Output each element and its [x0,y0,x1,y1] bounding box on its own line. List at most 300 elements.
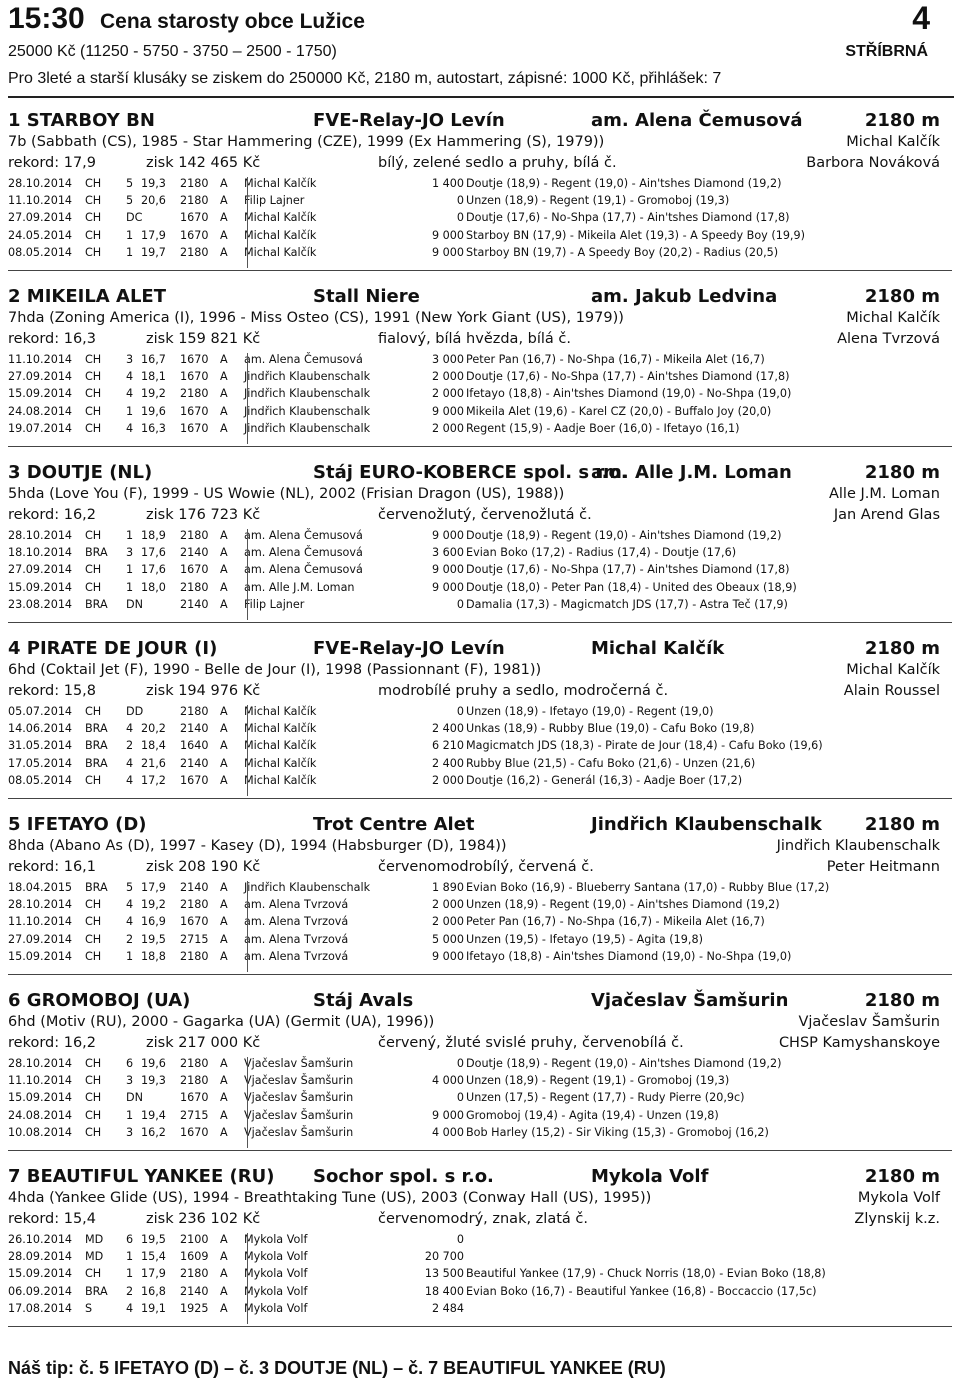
result-order: Peter Pan (16,7) - No-Shpa (16,7) - Mikeila Alet (16,7) [466,353,765,366]
result-time: 19,5 [141,932,166,946]
horse-header [8,110,952,132]
result-track: CH [85,1267,102,1281]
horse-name: 7 BEAUTIFUL YANKEE (RU) [8,1166,275,1187]
horse-driver: Jindřich Klaubenschalk [776,838,940,854]
result-order: Unzen (18,9) - Regent (19,1) - Gromoboj (19,3) [466,1074,730,1088]
result-start: A [220,228,228,242]
result-date: 31.05.2014 [8,739,73,753]
result-distance: 2180 [180,1057,209,1070]
horse-header [8,1166,952,1188]
result-place: 6 [126,1233,134,1246]
result-row [8,1233,952,1250]
result-distance: 2140 [180,1284,209,1298]
horse-driver: Alle J.M. Loman [828,486,940,502]
result-time: 19,5 [141,1233,166,1246]
result-time: 17,9 [141,1267,166,1281]
column-divider [247,1233,248,1324]
entry-divider [8,446,952,447]
result-order: Unzen (19,5) - Ifetayo (19,5) - Agita (19,8) [466,932,703,946]
result-place: 4 [126,370,134,384]
horse-entry [8,638,952,810]
result-order: Bob Harley (15,2) - Sir Viking (15,3) - Gromoboj (16,2) [466,1125,769,1139]
result-order: Doutje (18,9) - Regent (19,0) - Ain'tshes Diamond (19,2) [466,177,782,190]
result-time: 19,4 [141,1108,166,1122]
result-track: CH [85,915,102,929]
result-start: A [220,370,228,384]
result-place: DN [126,597,143,611]
horse-name: 3 DOUTJE (NL) [8,462,153,483]
result-date: 05.07.2014 [8,705,73,718]
horse-entry [8,286,952,458]
result-date: 08.05.2014 [8,773,73,787]
horse-distance: 2180 m [864,1166,940,1187]
result-driver: Vjačeslav Šamšurin [244,1091,354,1105]
result-start: A [220,881,228,894]
result-distance: 2180 [180,387,209,401]
result-place: 1 [126,529,134,542]
result-date: 19.07.2014 [8,421,73,435]
result-place: 4 [126,898,134,912]
result-start: A [220,1057,228,1070]
result-track: CH [85,932,102,946]
horse-header [8,286,952,308]
result-time: 16,3 [141,421,166,435]
result-driver: Vjačeslav Šamšurin [244,1057,354,1070]
result-row [8,1302,952,1319]
result-driver: am. Alena Čemusová [244,563,363,577]
column-divider [247,881,248,972]
result-date: 28.09.2014 [8,1250,73,1264]
result-order: Starboy BN (17,9) - Mikeila Alet (19,3) - A Speedy Boy (19,9) [466,228,805,242]
horse-trainer: Jindřich Klaubenschalk [591,814,822,835]
result-order: Damalia (17,3) - Magicmatch JDS (17,7) - Astra Teč (17,9) [466,597,788,611]
result-prize: 9 000 [431,949,464,963]
result-date: 18.10.2014 [8,546,73,560]
horse-breeder: Zlynskij k.z. [854,1211,940,1227]
result-date: 08.05.2014 [8,245,73,259]
column-divider [247,177,248,268]
result-track: CH [85,1057,102,1070]
horse-pedigree: 6hd (Coktail Jet (F), 1990 - Belle de Jour (I), 1998 (Passionnant (F), 1981)) [8,662,542,678]
result-time: 18,0 [141,580,166,594]
result-track: CH [85,773,102,787]
horse-header [8,462,952,484]
result-time: 18,4 [141,739,166,753]
result-start: A [220,1284,228,1298]
result-date: 14.06.2014 [8,722,73,736]
race-prize: 25000 Kč (11250 - 5750 - 3750 – 2500 - 1750) [8,43,337,60]
result-distance: 1670 [180,370,209,384]
result-track: CH [85,421,102,435]
result-start: A [220,1233,228,1246]
result-start: A [220,597,228,611]
column-divider [247,529,248,620]
result-date: 27.09.2014 [8,211,73,225]
result-track: CH [85,404,102,418]
result-place: 4 [126,915,134,929]
result-time: 19,2 [141,387,166,401]
horse-pedigree: 6hd (Motiv (RU), 2000 - Gagarka (UA) (Germit (UA), 1996)) [8,1014,435,1030]
result-prize: 0 [456,211,464,225]
result-place: 4 [126,773,134,787]
result-prize: 0 [456,1091,464,1105]
horse-earnings: zisk 194 976 Kč [146,683,261,699]
result-driver: Michal Kalčík [244,722,317,736]
result-distance: 2180 [180,1267,209,1281]
result-driver: Mykola Volf [244,1284,308,1298]
result-date: 11.10.2014 [8,1074,73,1088]
result-date: 06.09.2014 [8,1284,73,1298]
horse-pedigree: 8hda (Abano As (D), 1997 - Kasey (D), 1994 (Habsburger (D), 1984)) [8,838,507,854]
result-row [8,581,952,598]
result-start: A [220,563,228,577]
result-order: Starboy BN (19,7) - A Speedy Boy (20,2) - Radius (20,5) [466,245,779,259]
horse-colors: červenomodrý, znak, zlatá č. [378,1211,588,1227]
result-order: Doutje (18,9) - Regent (19,0) - Ain'tshes Diamond (19,2) [466,529,782,542]
entry-divider [8,974,952,975]
horse-pedigree: 5hda (Love You (F), 1999 - US Wowie (NL), 2002 (Frisian Dragon (US), 1988)) [8,486,565,502]
result-distance: 1670 [180,228,209,242]
result-row [8,950,952,967]
horse-earnings: zisk 217 000 Kč [146,1035,261,1051]
result-prize: 0 [456,1233,464,1246]
result-track: CH [85,228,102,242]
result-time: 17,6 [141,563,166,577]
result-prize: 4 000 [431,1125,464,1139]
result-place: 1 [126,1250,134,1264]
result-start: A [220,773,228,787]
result-prize: 2 000 [431,773,464,787]
result-driver: Jindřich Klaubenschalk [244,881,371,894]
result-distance: 2140 [180,756,209,770]
result-driver: Filip Lajner [244,597,305,611]
result-distance: 2180 [180,194,209,208]
result-time: 20,6 [141,194,166,208]
result-driver: am. Alena Tvrzová [244,949,349,963]
result-row [8,898,952,915]
result-start: A [220,898,228,912]
result-prize: 5 000 [431,932,464,946]
result-place: 3 [126,1074,134,1088]
result-start: A [220,211,228,225]
result-time: 19,6 [141,404,166,418]
result-driver: Mykola Volf [244,1233,308,1246]
result-order: Peter Pan (16,7) - No-Shpa (16,7) - Mikeila Alet (16,7) [466,915,765,929]
result-distance: 2100 [180,1233,209,1246]
result-prize: 1 890 [431,881,464,894]
result-time: 18,9 [141,529,166,542]
tip-line: Náš tip: č. 5 IFETAYO (D) – č. 3 DOUTJE (NL) – č. 7 BEAUTIFUL YANKEE (RU) [8,1358,666,1378]
result-date: 24.08.2014 [8,1108,73,1122]
result-date: 15.09.2014 [8,1267,73,1281]
result-prize: 2 400 [431,756,464,770]
result-start: A [220,1091,228,1105]
result-track: CH [85,1125,102,1139]
result-time: 16,7 [141,353,166,366]
result-start: A [220,1301,228,1315]
horse-earnings: zisk 236 102 Kč [146,1211,261,1227]
result-start: A [220,1125,228,1139]
result-order: Evian Boko (17,2) - Radius (17,4) - Doutje (17,6) [466,546,737,560]
horse-driver: Michal Kalčík [846,662,940,678]
horse-distance: 2180 m [864,462,940,483]
result-date: 28.10.2014 [8,898,73,912]
entry-divider [8,270,952,271]
result-prize: 2 484 [431,1301,464,1315]
result-track: CH [85,211,102,225]
horse-colors: bílý, zelené sedlo a pruhy, bílá č. [378,155,617,171]
result-track: CH [85,529,102,542]
result-date: 24.05.2014 [8,228,73,242]
result-distance: 1925 [180,1301,209,1315]
result-place: 1 [126,245,134,259]
result-row [8,1074,952,1091]
horse-earnings: zisk 208 190 Kč [146,859,261,875]
horse-colors: modrobílé pruhy a sedlo, modročerná č. [378,683,669,699]
result-order: Unzen (18,9) - Ifetayo (19,0) - Regent (19,0) [466,705,714,718]
race-conditions: Pro 3leté a starší klusáky se ziskem do 250000 Kč, 2180 m, autostart, zápisné: 1000 Kč, přihlášek: 7 [8,70,722,87]
result-row [8,563,952,580]
result-driver: Michal Kalčík [244,739,317,753]
horse-name: 2 MIKEILA ALET [8,286,166,307]
result-order: Beautiful Yankee (17,9) - Chuck Norris (18,0) - Evian Boko (18,8) [466,1267,826,1281]
horse-name: 5 IFETAYO (D) [8,814,147,835]
result-distance: 2180 [180,177,209,190]
entry-divider [8,622,952,623]
result-row [8,1109,952,1126]
result-order: Ifetayo (18,8) - Ain'tshes Diamond (19,0) - No-Shpa (19,0) [466,387,792,401]
result-track: CH [85,580,102,594]
result-row [8,1091,952,1108]
horse-breeder: CHSP Kamyshanskoye [778,1035,940,1051]
horse-name: 6 GROMOBOJ (UA) [8,990,191,1011]
result-row [8,774,952,791]
horse-distance: 2180 m [864,990,940,1011]
result-track: CH [85,949,102,963]
result-start: A [220,177,228,190]
results-table [8,177,952,263]
result-driver: Michal Kalčík [244,245,317,259]
result-date: 24.08.2014 [8,404,73,418]
result-place: 4 [126,387,134,401]
result-place: 2 [126,932,134,946]
horse-colors: fialový, bílá hvězda, bílá č. [378,331,572,347]
result-start: A [220,1267,228,1281]
result-driver: Michal Kalčík [244,773,317,787]
result-distance: 2180 [180,529,209,542]
result-time: 21,6 [141,756,166,770]
result-place: 1 [126,1267,134,1281]
result-row [8,1267,952,1284]
result-row [8,933,952,950]
result-row [8,529,952,546]
result-driver: Michal Kalčík [244,228,317,242]
result-prize: 6 210 [431,739,464,753]
results-table [8,529,952,615]
results-table [8,1057,952,1143]
result-track: CH [85,194,102,208]
result-order: Gromoboj (19,4) - Agita (19,4) - Unzen (19,8) [466,1108,719,1122]
result-place: 4 [126,722,134,736]
result-start: A [220,949,228,963]
horse-colors: červený, žluté svislé pruhy, červenobílá č. [378,1035,684,1051]
result-start: A [220,194,228,208]
result-prize: 3 000 [431,353,464,366]
result-track: CH [85,177,102,190]
horse-record: rekord: 15,8 [8,683,97,699]
result-row [8,405,952,422]
result-row [8,598,952,615]
result-row [8,546,952,563]
result-track: CH [85,1108,102,1122]
result-time: 19,2 [141,898,166,912]
result-start: A [220,404,228,418]
column-divider [247,705,248,796]
result-distance: 1670 [180,211,209,225]
result-time: 17,6 [141,546,166,560]
entry-divider [8,1326,952,1327]
result-row [8,177,952,194]
result-order: Unzen (18,9) - Regent (19,1) - Gromoboj (19,3) [466,194,730,208]
result-start: A [220,705,228,718]
result-row [8,353,952,370]
result-driver: Filip Lajner [244,194,305,208]
horse-owner: FVE-Relay-JO Levín [313,110,505,131]
result-time: 16,9 [141,915,166,929]
result-track: CH [85,370,102,384]
result-prize: 9 000 [431,404,464,418]
result-distance: 2180 [180,580,209,594]
result-driver: Jindřich Klaubenschalk [244,421,371,435]
horse-distance: 2180 m [864,638,940,659]
result-prize: 20 700 [424,1250,464,1264]
race-number: 4 [912,0,930,36]
result-distance: 1670 [180,421,209,435]
horse-breeder: Alain Roussel [843,683,940,699]
horse-trainer: am. Alle J.M. Loman [591,462,792,483]
result-time: 15,4 [141,1250,166,1264]
race-time: 15:30 [8,2,85,35]
result-track: CH [85,1091,102,1105]
result-prize: 9 000 [431,228,464,242]
result-distance: 2180 [180,949,209,963]
result-time: 19,7 [141,245,166,259]
result-date: 27.09.2014 [8,932,73,946]
result-driver: Michal Kalčík [244,756,317,770]
result-order: Unzen (18,9) - Regent (19,0) - Ain'tshes Diamond (19,2) [466,898,780,912]
horse-entry [8,110,952,282]
horse-breeder: Barbora Nováková [806,155,940,171]
horse-driver: Vjačeslav Šamšurin [798,1014,940,1030]
result-time: 19,1 [141,1301,166,1315]
horse-earnings: zisk 159 821 Kč [146,331,261,347]
result-distance: 2715 [180,1108,209,1122]
result-driver: Vjačeslav Šamšurin [244,1074,354,1088]
result-driver: Mykola Volf [244,1301,308,1315]
horse-owner: Trot Centre Alet [313,814,475,835]
result-row [8,1285,952,1302]
result-time: 20,2 [141,722,166,736]
result-distance: 1670 [180,1125,209,1139]
result-prize: 18 400 [424,1284,464,1298]
result-driver: am. Alena Čemusová [244,546,363,560]
result-start: A [220,580,228,594]
result-driver: am. Alena Tvrzová [244,898,349,912]
result-date: 17.05.2014 [8,756,73,770]
result-track: BRA [85,1284,108,1298]
result-date: 23.08.2014 [8,597,73,611]
result-driver: am. Alena Tvrzová [244,932,349,946]
result-order: Regent (15,9) - Aadje Boer (16,0) - Ifetayo (16,1) [466,421,740,435]
horse-pedigree: 7b (Sabbath (CS), 1985 - Star Hammering (CZE), 1999 (Ex Hammering (S), 1979)) [8,134,605,150]
horse-owner: Sochor spol. s r.o. [313,1166,494,1187]
result-order: Doutje (18,9) - Regent (19,0) - Ain'tshes Diamond (19,2) [466,1057,782,1070]
result-prize: 9 000 [431,1108,464,1122]
result-row [8,370,952,387]
result-row [8,194,952,211]
result-order: Doutje (16,2) - Generál (16,3) - Aadje Boer (17,2) [466,773,743,787]
result-prize: 2 000 [431,898,464,912]
horse-distance: 2180 m [864,286,940,307]
result-track: CH [85,245,102,259]
race-title: Cena starosty obce Lužice [100,10,365,33]
horse-record: rekord: 17,9 [8,155,97,171]
horse-trainer: Michal Kalčík [591,638,725,659]
result-prize: 3 600 [431,546,464,560]
result-place: DD [126,705,144,718]
result-time: 19,3 [141,1074,166,1088]
horse-owner: Stáj EURO-KOBERCE spol. s r.o. [313,462,628,483]
result-date: 15.09.2014 [8,580,73,594]
result-place: 4 [126,756,134,770]
results-table [8,353,952,439]
result-distance: 1609 [180,1250,209,1264]
horse-driver: Michal Kalčík [846,310,940,326]
result-start: A [220,529,228,542]
result-date: 15.09.2014 [8,949,73,963]
header-divider [8,96,954,98]
result-distance: 1640 [180,739,209,753]
horse-name: 1 STARBOY BN [8,110,155,131]
result-order: Doutje (17,6) - No-Shpa (17,7) - Ain'tshes Diamond (17,8) [466,370,790,384]
result-distance: 2715 [180,932,209,946]
horse-colors: červenožlutý, červenožlutá č. [378,507,592,523]
result-track: S [85,1301,93,1315]
result-track: BRA [85,739,108,753]
result-order: Unzen (17,5) - Regent (17,7) - Rudy Pierre (20,9c) [466,1091,745,1105]
result-date: 11.10.2014 [8,915,73,929]
result-driver: Vjačeslav Šamšurin [244,1108,354,1122]
result-row [8,722,952,739]
result-place: DN [126,1091,143,1105]
result-time: 19,6 [141,1057,166,1070]
horse-trainer: am. Alena Čemusová [591,110,803,131]
horse-owner: Stall Niere [313,286,420,307]
results-table [8,881,952,967]
result-start: A [220,722,228,736]
result-order: Ifetayo (18,8) - Ain'tshes Diamond (19,0) - No-Shpa (19,0) [466,949,792,963]
result-distance: 2180 [180,245,209,259]
result-track: BRA [85,756,108,770]
result-time: 18,1 [141,370,166,384]
result-date: 27.09.2014 [8,370,73,384]
column-divider [247,353,248,444]
result-driver: Mykola Volf [244,1250,308,1264]
result-prize: 4 000 [431,1074,464,1088]
result-date: 11.10.2014 [8,194,73,208]
result-row [8,705,952,722]
result-row [8,422,952,439]
